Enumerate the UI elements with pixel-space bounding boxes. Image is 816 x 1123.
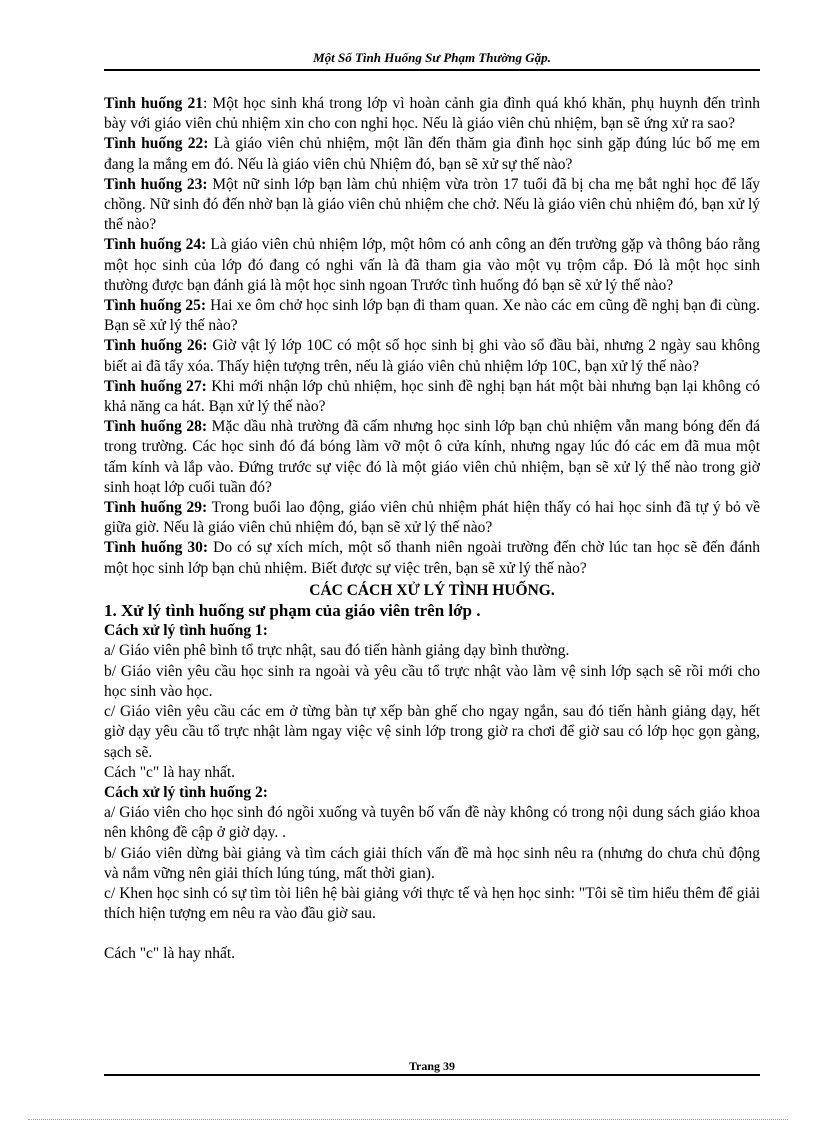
solution-1-option-c: c/ Giáo viên yêu cầu các em ở từng bàn tự xếp bàn ghế cho ngay ngắn, sau đó tiến hành giảng dạy, hết giờ dạy yêu cầu tổ trực nhật làm ngay việc vệ sinh lớp trong giờ ra chơi để giờ sau có lớp học gọn gàng, sạch sẽ. (104, 703, 760, 761)
situation-label: Tình huống 23: (104, 175, 208, 193)
situation-22 (104, 134, 760, 174)
solution-1-title (104, 621, 760, 641)
header-divider (104, 69, 760, 71)
solution-2-best: Cách "c" là hay nhất. (104, 945, 236, 963)
situation-label: Tình huống 27: (104, 377, 207, 395)
solution-2-title (104, 783, 760, 803)
situation-text: Do có sự xích mích, một số thanh niên ngoài trường đến chờ lúc tan học sẽ đến đánh một học sinh lớp bạn chủ nhiệm. Biết được sự việc trên, bạn sẽ xử lý thế nào? (104, 539, 760, 577)
situation-24 (104, 235, 760, 296)
solution-2-option-b: b/ Giáo viên dừng bài giảng và tìm cách giải thích vấn đề mà học sinh nêu ra (nhưng do chưa chủ động và nắm vững nên giải thích lúng túng, mất thời gian). (104, 844, 760, 882)
situation-30 (104, 538, 760, 578)
situation-text: Là giáo viên chủ nhiệm, một lần đến thăm gia đình học sinh gặp đúng lúc bố mẹ em đang la mắng em đó. Nếu là giáo viên chủ Nhiệm đó, bạn sẽ xử sự thế nào? (104, 135, 760, 173)
situation-text: Giờ vật lý lớp 10C có một số học sinh bị ghi vào sổ đầu bài, nhưng 2 ngày sau không biết ai đã tẩy xóa. Thấy hiện tượng trên, nếu là giáo viên chủ nhiệm lớp 10C, bạn xử lý thế nào? (104, 337, 760, 375)
situation-label: Tình huống 29: (104, 499, 208, 517)
situation-text: : Một học sinh khá trong lớp vì hoàn cảnh gia đình quá khó khăn, phụ huynh đến trình bày với giáo viên chủ nhiệm xin cho con nghỉ học. Nếu là giáo viên chủ nhiệm, bạn sẽ ứng xử ra sao? (104, 95, 760, 133)
paragraph-gap (104, 924, 760, 944)
situation-label: Tình huống 28: (104, 418, 208, 436)
situation-text: Một nữ sinh lớp bạn làm chủ nhiệm vừa tròn 17 tuổi đã bị cha mẹ bắt nghỉ học để lấy chồng. Nữ sinh đó đến nhờ bạn là giáo viên chủ nhiệm che chở. Nếu là giáo viên chủ nhiệm đó, bạn xử lý thế nào? (104, 175, 760, 234)
situation-label: Tình huống 22: (104, 135, 209, 153)
situation-label: Tình huống 26: (104, 337, 208, 355)
page-header-title: Một Số Tình Huống Sư Phạm Thường Gặp. (313, 50, 551, 65)
page-number: Trang 39 (408, 1059, 456, 1073)
situation-23 (104, 175, 760, 236)
situation-text: Trong buổi lao động, giáo viên chủ nhiệm phát hiện thấy có hai học sinh đã tự ý bỏ về giữa giờ. Nếu là giáo viên chủ nhiệm đó, bạn sẽ xử lý thế nào? (104, 499, 760, 537)
page-bottom-edge (28, 1119, 788, 1120)
situation-28 (104, 417, 760, 498)
solution-1-option-a: a/ Giáo viên phê bình tổ trực nhật, sau đó tiến hành giảng dạy bình thường. (104, 642, 570, 660)
solution-2-option-a: a/ Giáo viên cho học sinh đó ngồi xuống và tuyên bố vấn đề này không có trong nội dung sách giáo khoa nên không đề cập ở giờ dạy. . (104, 804, 760, 842)
subsection-title: 1. Xử lý tình huống sư phạm của giáo viên trên lớp . (104, 601, 481, 621)
solution-title-text: Cách xử lý tình huống 1: (104, 622, 268, 640)
situation-21 (104, 94, 760, 134)
situation-label: Tình huống 24: (104, 236, 207, 254)
situation-label: Tình huống 21 (104, 95, 203, 112)
footer-divider (104, 1074, 760, 1076)
solution-title-text: Cách xử lý tình huống 2: (104, 783, 268, 801)
situation-25 (104, 296, 760, 336)
section-title: CÁC CÁCH XỬ LÝ TÌNH HUỐNG. (309, 581, 555, 599)
solution-2-option-c: c/ Khen học sinh có sự tìm tòi liên hệ bài giảng với thực tế và hẹn học sinh: "Tôi sẽ tìm hiểu thêm để giải thích hiện tượng em nêu ra vào đầu giờ sau. (104, 884, 760, 923)
situation-label: Tình huống 25: (104, 297, 207, 315)
document-body (104, 94, 760, 965)
situation-29 (104, 498, 760, 538)
situation-text: Mặc dầu nhà trường đã cấm nhưng học sinh lớp bạn chủ nhiệm vẫn mang bóng đến đá trong trường. Các học sinh đó đá bóng làm vỡ một ô cửa kính, nhưng ngay lúc đó các em đã mua một tấm kính và lắp vào. Đứng trước sự việc đó là một giáo viên chủ nhiệm, bạn sẽ xử lý thế nào trong giờ sinh hoạt lớp cuối tuần đó? (104, 418, 760, 496)
situation-27 (104, 377, 760, 417)
situation-26 (104, 336, 760, 376)
solution-1-option-b: b/ Giáo viên yêu cầu học sinh ra ngoài và yêu cầu tổ trực nhật vào làm vệ sinh lớp sạch sẽ rồi mới cho học sinh vào học. (104, 662, 760, 700)
situation-label: Tình huống 30: (104, 539, 209, 557)
situation-text: Là giáo viên chủ nhiệm lớp, một hôm có anh công an đến trường gặp và thông báo rằng một học sinh của lớp đó đang có nghi vấn là đã tham gia vào một vụ trộm cắp. Đó là một học sinh thường được bạn đánh giá là một học sinh ngoan Trước tình huống đó bạn sẽ xử lý thế nào? (104, 236, 760, 294)
situation-text: Hai xe ôm chở học sinh lớp bạn đi tham quan. Xe nào các em cũng đề nghị bạn đi cùng. Bạn sẽ xử lý thế nào? (104, 297, 760, 335)
solution-1-best: Cách "c" là hay nhất. (104, 763, 236, 781)
situation-text: Khi mới nhận lớp chủ nhiệm, học sinh đề nghị bạn hát một bài nhưng bạn lại không có khả năng ca hát. Bạn xử lý thế nào? (104, 377, 760, 416)
